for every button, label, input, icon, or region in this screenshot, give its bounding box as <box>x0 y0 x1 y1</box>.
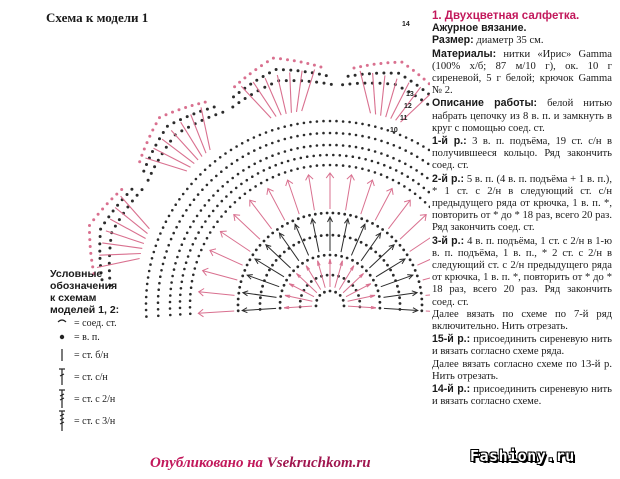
legend-item: = ст. с 2/н <box>50 388 160 410</box>
single-crochet-icon <box>50 347 74 363</box>
published-credit: Опубликовано на Vsekruchkom.ru <box>150 455 371 471</box>
legend <box>50 268 160 432</box>
chain-stitch-icon <box>50 332 74 342</box>
watermark: Fashiony.ru <box>470 447 575 465</box>
double-crochet-icon <box>50 367 74 387</box>
article-text <box>432 10 612 409</box>
row3-paragraph: 3-й р.: 4 в. п. подъёма, 1 ст. с 2/н в 1-ю в. п. подъёма, 1 в. п., * 2 ст. с 2/н в следующий ст. с 2/н предыдущего ряда от крючка, 1 в. п. *, повторить от * до * 18 раз, всего 20 раз. Ряд закончить соед. ст. <box>432 234 612 308</box>
row15-paragraph: 15-й р.: присоединить сиреневую нить и вязать согласно схеме ряда. <box>432 333 612 358</box>
row-label-11: 11 <box>400 115 408 122</box>
published-site-link[interactable]: Vsekruchkom.ru <box>266 455 371 471</box>
legend-item: = ст. с 3/н <box>50 410 160 432</box>
legend-item: = в. п. <box>50 330 160 344</box>
row-label-10: 10 <box>390 127 398 134</box>
row-label-14: 14 <box>402 21 410 28</box>
then-paragraph: Далее вязать согласно схеме по 13-й р. Нить отрезать. <box>432 358 612 382</box>
row-label-13: 13 <box>406 91 414 98</box>
next-paragraph: Далее вязать по схеме по 7-й ряд включительно. Нить отрезать. <box>432 308 612 333</box>
article-subtitle: Ажурное вязание. <box>432 22 527 35</box>
treble-crochet-icon <box>50 389 74 409</box>
row2-paragraph: 2-й р.: 5 в. п. (4 в. п. подъёма + 1 в. п.), * 1 ст. с 2/н в следующий ст. с/н предыдущего ряда от крючка, 1 в. п. *, повторить от * до * 18 раз, всего 20 раз. Ряд закончить соед. ст. <box>432 172 612 234</box>
article-title: 1. Двухцветная салфетка. <box>432 10 580 22</box>
legend-item: = ст. с/н <box>50 366 160 388</box>
row14-paragraph: 14-й р.: присоединить сиреневую нить и вязать согласно схеме. <box>432 383 612 408</box>
double-treble-icon <box>50 410 74 432</box>
row1-paragraph: 1-й р.: 3 в. п. подъёма, 19 ст. с/н в получившееся кольцо. Ряд закончить соед. ст. <box>432 135 612 172</box>
description-paragraph: Описание работы: белой нитью набрать цепочку из 8 в. п. и замкнуть в круг с помощью соед. ст. <box>432 97 612 134</box>
legend-item: = соед. ст. <box>50 316 160 330</box>
slip-stitch-icon <box>50 318 74 328</box>
size-paragraph: Размер: диаметр 35 см. <box>432 34 544 47</box>
legend-title: Условные обозначения к схемам моделей 1, 2: <box>50 268 120 316</box>
legend-item: = ст. б/н <box>50 344 160 366</box>
materials-paragraph: Материалы: нитки «Ирис» Gamma (100% х/б; 87 м/10 г), ок. 10 г сиреневой, 5 г белой; крючок Gamma № 2. <box>432 47 612 97</box>
diagram-title: Схема к модели 1 <box>46 10 149 25</box>
row-label-12: 12 <box>404 103 412 110</box>
